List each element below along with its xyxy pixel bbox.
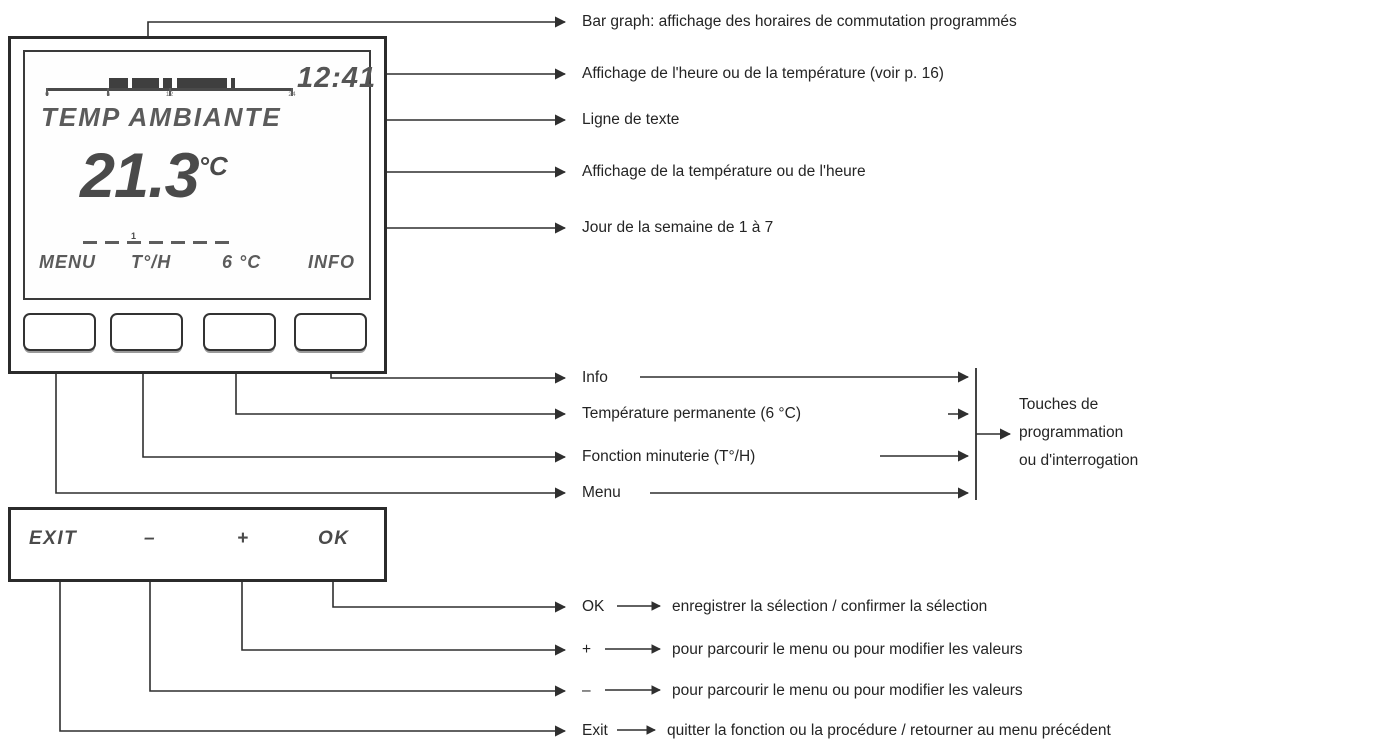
key-ok[interactable]: OK	[318, 528, 350, 549]
temperature-display	[80, 140, 228, 212]
annotation-bar-graph: Bar graph: affichage des horaires de commutation programmés	[582, 13, 1017, 30]
annotation-key-ok-desc: enregistrer la sélection / confirmer la sélection	[672, 598, 988, 615]
annotation-menu: Menu	[582, 484, 621, 501]
clock-display: 12:41	[297, 62, 377, 94]
key-plus[interactable]: +	[237, 528, 250, 549]
day-of-week-dash	[171, 241, 185, 244]
bar-graph-tick-label: 0	[45, 91, 49, 98]
annotation-key-exit-desc: quitter la fonction ou la procédure / retourner au menu précédent	[667, 722, 1111, 739]
day-of-week-marker: 1	[131, 231, 137, 241]
thermostat-bottom-unit	[8, 507, 387, 582]
annotation-key-exit-name: Exit	[582, 722, 608, 739]
button-6c[interactable]	[203, 313, 276, 351]
annotation-key-plus-name: +	[582, 641, 592, 658]
bar-graph-segment	[231, 78, 235, 88]
bar-graph-segment	[163, 78, 171, 88]
bar-graph	[45, 72, 296, 98]
annotation-clock: Affichage de l'heure ou de la température (voir p. 16)	[582, 65, 944, 82]
bar-graph-segment	[132, 78, 160, 88]
button-menu[interactable]	[23, 313, 96, 351]
annotation-permanent-temperature: Température permanente (6 °C)	[582, 405, 801, 422]
softkey-label-6c[interactable]: 6 °C	[222, 252, 262, 272]
day-of-week-dash	[83, 241, 97, 244]
annotation-text-line: Ligne de texte	[582, 111, 680, 128]
annotation-day-of-week: Jour de la semaine de 1 à 7	[582, 219, 774, 236]
lcd-screen	[23, 50, 377, 300]
key-exit[interactable]: EXIT	[29, 528, 78, 549]
annotation-group-line2: programmation	[1019, 424, 1124, 441]
annotation-key-plus-desc: pour parcourir le menu ou pour modifier les valeurs	[672, 641, 1023, 658]
day-of-week-dash	[127, 241, 141, 244]
softkey-label-info[interactable]: INFO	[308, 252, 355, 272]
annotation-key-ok-name: OK	[582, 598, 605, 615]
bar-graph-tick-label: 12	[165, 91, 174, 98]
bar-graph-segment	[177, 78, 227, 88]
bar-graph-segment	[109, 78, 127, 88]
day-of-week-row	[83, 231, 243, 248]
thermostat-top-unit	[8, 36, 387, 374]
softkey-label-menu[interactable]: MENU	[39, 252, 96, 272]
annotation-key-minus-name: –	[582, 682, 591, 699]
day-of-week-dash	[149, 241, 163, 244]
annotation-info: Info	[582, 369, 608, 386]
button-temp-hour[interactable]	[110, 313, 183, 351]
annotation-group-line1: Touches de	[1019, 396, 1099, 413]
annotation-key-minus-desc: pour parcourir le menu ou pour modifier les valeurs	[672, 682, 1023, 699]
softkey-label-temp-hour[interactable]: T°/H	[131, 252, 172, 272]
annotation-temperature: Affichage de la température ou de l'heure	[582, 163, 866, 180]
day-of-week-dash	[105, 241, 119, 244]
temperature-value: 21.3	[80, 141, 199, 211]
key-minus[interactable]: –	[144, 528, 157, 549]
day-of-week-dash	[193, 241, 207, 244]
day-of-week-dash	[215, 241, 229, 244]
annotation-group-line3: ou d'interrogation	[1019, 452, 1139, 469]
annotation-timer-function: Fonction minuterie (T°/H)	[582, 448, 756, 465]
bar-graph-tick-label: 24	[288, 91, 296, 98]
temperature-unit: °C	[198, 151, 228, 181]
bar-graph-tick-label: 6	[106, 91, 111, 98]
text-line: TEMP AMBIANTE	[41, 102, 282, 132]
button-info[interactable]	[294, 313, 367, 351]
